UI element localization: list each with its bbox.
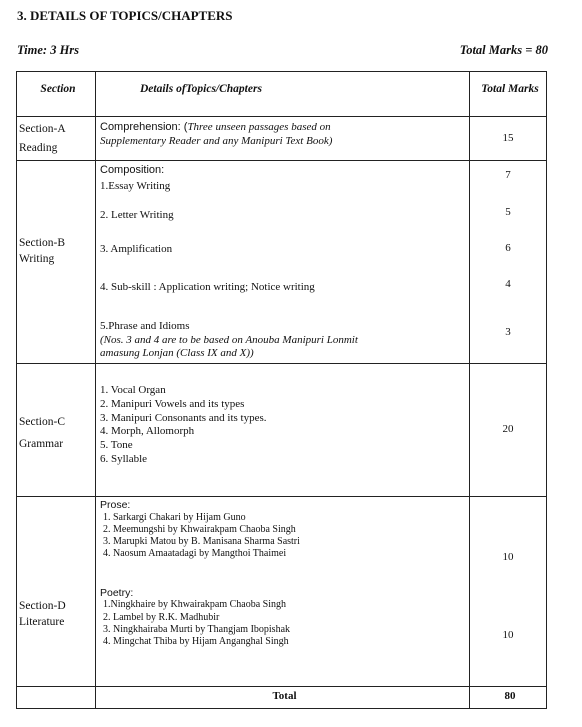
comprehension-desc: Three unseen passages based on <box>187 121 331 133</box>
section-d-details <box>96 497 470 687</box>
prose-marks: 10 <box>502 551 514 563</box>
marks-letter: 5 <box>505 205 511 218</box>
marks-essay: 7 <box>505 169 511 181</box>
total-marks-label: Total Marks = 80 <box>459 43 548 57</box>
note-line-1: (Nos. 3 and 4 are to be based on Anouba Manipuri Lonmit <box>100 333 358 346</box>
grammar-item: 6. Syllable <box>100 452 148 465</box>
marks-phrases: 3 <box>505 326 511 338</box>
total-value: 80 <box>470 687 547 709</box>
table-row-section-a <box>17 117 547 161</box>
prose-item: 4. Naosum Amaatadagi by Mangthoi Thaimei <box>103 548 287 560</box>
poetry-item: 3. Ningkhairaba Murti by Thangjam Ibopishak <box>103 623 291 635</box>
section-c-marks: 20 <box>470 364 547 497</box>
item-letter: 2. Letter Writing <box>100 208 174 221</box>
time-label: Time: 3 Hrs <box>17 43 80 57</box>
section-d-name: Section-D <box>19 600 66 612</box>
prose-title: Prose: <box>100 499 131 511</box>
poetry-marks: 10 <box>502 628 514 641</box>
section-c-name: Section-C <box>19 416 65 429</box>
prose-item: 3. Marupki Matou by B. Manisana Sharma Sastri <box>103 536 300 548</box>
poetry-item: 2. Lambel by R.K. Madhubir <box>103 611 220 623</box>
column-header-section: Section <box>17 72 96 117</box>
table-row-section-c <box>17 364 547 497</box>
comprehension-desc-2: Supplementary Reader and any Manipuri Text Book) <box>100 134 333 147</box>
item-subskill: 4. Sub-skill : Application writing; Notice writing <box>100 281 315 293</box>
section-d-sub: Literature <box>19 615 65 628</box>
prose-item: 1. Sarkargi Chakari by Hijam Guno <box>103 511 246 523</box>
section-a-name: Section-A <box>19 123 66 135</box>
table-row-section-d <box>17 497 547 687</box>
page-heading: 3. DETAILS OF TOPICS/CHAPTERS <box>17 8 233 23</box>
grammar-item: 4. Morph, Allomorph <box>100 425 195 438</box>
section-a-details <box>96 117 470 161</box>
section-b-name: Section-B <box>19 237 65 250</box>
grammar-item: 3. Manipuri Consonants and its types. <box>100 411 267 424</box>
poetry-item: 4. Mingchat Thiba by Hijam Anganghal Singh <box>103 635 289 647</box>
marks-amplification: 6 <box>505 241 511 254</box>
grammar-item: 1. Vocal Organ <box>100 384 166 396</box>
table-header-row <box>17 72 547 117</box>
column-header-details: Details ofTopics/Chapters <box>96 72 470 117</box>
column-header-marks: Total Marks <box>470 72 547 117</box>
composition-label: Composition: <box>100 164 165 176</box>
total-label: Total <box>96 687 470 709</box>
marks-subskill: 4 <box>505 278 511 291</box>
section-c-cell <box>17 364 96 497</box>
section-a-cell <box>17 117 96 161</box>
table-row-section-b <box>17 161 547 364</box>
grammar-item: 5. Tone <box>100 439 133 451</box>
section-c-sub: Grammar <box>19 438 64 450</box>
section-b-cell <box>17 161 96 364</box>
section-b-marks <box>470 161 547 364</box>
section-b-sub: Writing <box>19 253 55 265</box>
section-a-sub: Reading <box>19 141 58 154</box>
section-d-marks <box>470 497 547 687</box>
section-a-marks: 15 <box>470 117 547 161</box>
comprehension-label: Comprehension: ( <box>100 121 188 133</box>
poetry-item: 1.Ningkhaire by Khwairakpam Chaoba Singh <box>103 599 287 611</box>
poetry-title: Poetry: <box>100 586 134 599</box>
item-essay: 1.Essay Writing <box>100 179 171 192</box>
item-phrases: 5.Phrase and Idioms <box>100 319 190 332</box>
section-d-cell <box>17 497 96 687</box>
grammar-item: 2. Manipuri Vowels and its types <box>100 397 245 410</box>
section-c-details <box>96 364 470 497</box>
item-amplification: 3. Amplification <box>100 243 173 256</box>
note-line-2: amasung Lonjan (Class IX and X)) <box>100 347 254 360</box>
section-b-details <box>96 161 470 364</box>
table-row-total <box>17 687 547 709</box>
topics-table <box>16 71 547 709</box>
prose-item: 2. Meemungshi by Khwairakpam Chaoba Singh <box>103 523 296 535</box>
total-empty-cell <box>17 687 96 709</box>
